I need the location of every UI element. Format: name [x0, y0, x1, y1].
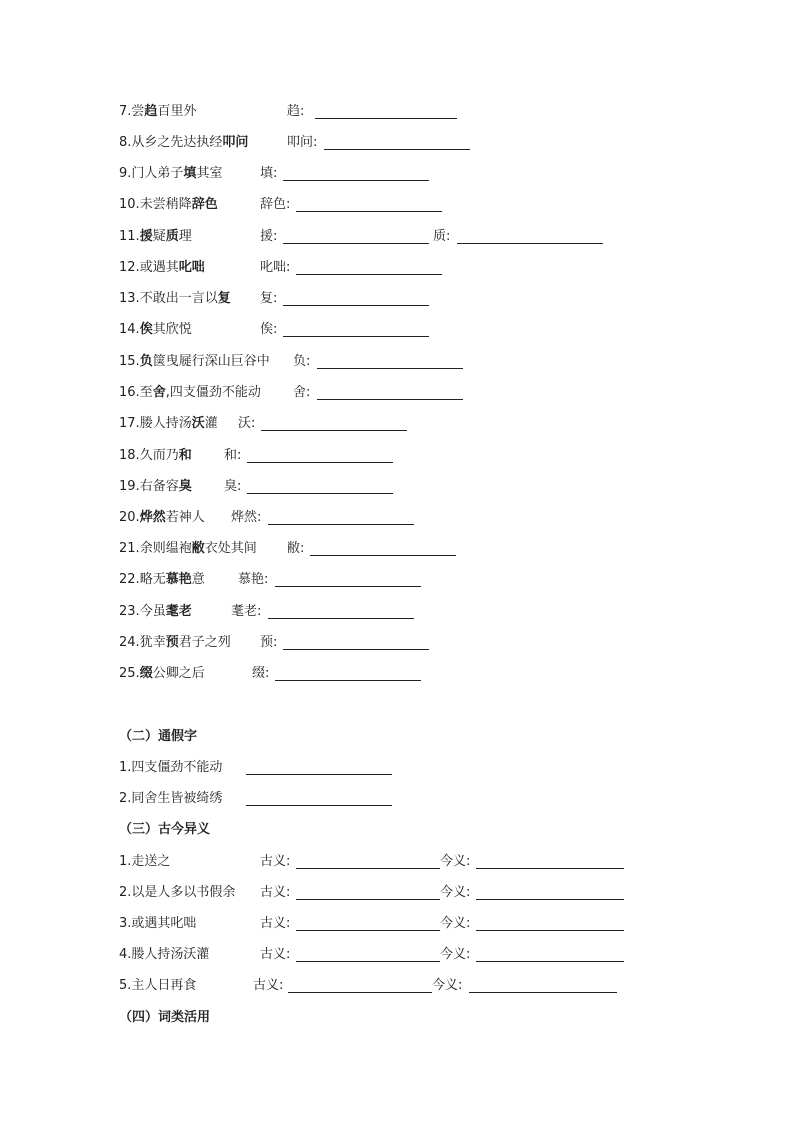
- item-number: 23.: [119, 604, 140, 619]
- new-meaning-blank[interactable]: [476, 916, 624, 931]
- answer-label: 预:: [260, 635, 278, 650]
- item-text: 略无: [139, 572, 166, 587]
- item-keyword: 辞色: [191, 197, 218, 212]
- item-keyword: 和: [178, 448, 192, 463]
- item-text: 其室: [196, 166, 223, 181]
- new-meaning-blank[interactable]: [476, 885, 624, 900]
- new-meaning-label: 今义:: [440, 854, 471, 869]
- answer-label: 耄老:: [231, 604, 262, 619]
- answer-blank[interactable]: [283, 635, 429, 650]
- item-text: 1.走送之: [119, 854, 171, 869]
- section-heading: （四）词类活用: [119, 1010, 211, 1025]
- answer-blank[interactable]: [315, 104, 457, 119]
- new-meaning-blank[interactable]: [469, 978, 617, 993]
- new-meaning-label: 今义:: [440, 916, 471, 931]
- item-keyword: 俟: [139, 322, 153, 337]
- item-number: 8.: [119, 135, 132, 150]
- item-text: 1.四支僵劲不能动: [119, 760, 223, 775]
- item-keyword: 叱咄: [178, 260, 205, 275]
- item-text: 媵人持汤: [139, 416, 192, 431]
- list-item: [119, 602, 262, 622]
- item-number: 7.: [119, 104, 132, 119]
- item-number: 14.: [119, 322, 140, 337]
- answer-blank[interactable]: [261, 416, 407, 431]
- item-keyword: 叩问: [222, 135, 249, 150]
- list-item: [119, 102, 305, 122]
- answer-label: 慕艳:: [238, 572, 269, 587]
- item-number: 11.: [119, 229, 140, 244]
- answer-blank[interactable]: [296, 197, 442, 212]
- answer-label: 辞色:: [260, 197, 291, 212]
- section-heading: （二）通假字: [119, 729, 198, 744]
- answer-blank[interactable]: [310, 541, 456, 556]
- answer-label: 舍:: [293, 385, 311, 400]
- answer-blank[interactable]: [268, 604, 414, 619]
- answer-blank[interactable]: [317, 385, 463, 400]
- answer-blank[interactable]: [246, 760, 392, 775]
- item-number: 18.: [119, 448, 140, 463]
- answer-label: 复:: [260, 291, 278, 306]
- list-item: [119, 852, 471, 872]
- old-meaning-blank[interactable]: [296, 947, 440, 962]
- answer-blank[interactable]: [457, 229, 603, 244]
- item-number: 24.: [119, 635, 140, 650]
- old-meaning-label: 古义:: [260, 854, 291, 869]
- list-item: [119, 945, 471, 965]
- list-item: [119, 383, 311, 403]
- item-keyword: 臭: [178, 479, 192, 494]
- answer-label: 填:: [260, 166, 278, 181]
- list-item: [119, 289, 278, 309]
- answer-label: 和:: [224, 448, 242, 463]
- list-item: [119, 477, 242, 497]
- answer-blank[interactable]: [283, 291, 429, 306]
- list-item: [119, 258, 291, 278]
- item-number: 13.: [119, 291, 140, 306]
- answer-label: 缀:: [252, 666, 270, 681]
- answer-label: 质:: [433, 229, 451, 244]
- item-keyword: 质: [165, 229, 179, 244]
- item-text: 犹幸: [139, 635, 166, 650]
- item-keyword: 填: [183, 166, 197, 181]
- item-number: 12.: [119, 260, 140, 275]
- answer-label: 沃:: [238, 416, 256, 431]
- item-text: 余则缊袍: [139, 541, 192, 556]
- old-meaning-blank[interactable]: [296, 885, 440, 900]
- answer-label: 叱咄:: [260, 260, 291, 275]
- list-item: [119, 414, 256, 434]
- list-item: [119, 446, 242, 466]
- answer-label: 臭:: [224, 479, 242, 494]
- answer-blank[interactable]: [275, 572, 421, 587]
- old-meaning-label: 古义:: [260, 916, 291, 931]
- item-text: 右备容: [139, 479, 179, 494]
- item-keyword: 敝: [191, 541, 205, 556]
- list-item: [119, 508, 262, 528]
- new-meaning-label: 今义:: [432, 978, 463, 993]
- answer-blank[interactable]: [317, 354, 463, 369]
- item-number: 15.: [119, 354, 140, 369]
- answer-blank[interactable]: [247, 448, 393, 463]
- item-number: 20.: [119, 510, 140, 525]
- item-text: 至: [139, 385, 153, 400]
- item-text: 百里外: [157, 104, 197, 119]
- item-number: 21.: [119, 541, 140, 556]
- item-text: 箧曳屣行深山巨谷中: [152, 354, 270, 369]
- item-number: 16.: [119, 385, 140, 400]
- list-item: [119, 914, 471, 934]
- list-item: [119, 539, 305, 559]
- item-keyword: 耄老: [165, 604, 192, 619]
- old-meaning-blank[interactable]: [296, 916, 440, 931]
- item-text: ,四支僵劲不能动: [165, 385, 261, 400]
- item-text: 未尝稍降: [139, 197, 192, 212]
- list-item: [119, 883, 471, 903]
- answer-label: 趋:: [287, 104, 305, 119]
- answer-label: 烨然:: [231, 510, 262, 525]
- item-keyword: 慕艳: [165, 572, 192, 587]
- item-keyword: 援: [139, 229, 153, 244]
- new-meaning-blank[interactable]: [476, 854, 624, 869]
- answer-label: 叩问:: [287, 135, 318, 150]
- item-text: 疑: [152, 229, 166, 244]
- item-text: 门人弟子: [131, 166, 184, 181]
- item-keyword: 趋: [144, 104, 158, 119]
- item-text: 今虽: [139, 604, 166, 619]
- answer-label: 敝:: [287, 541, 305, 556]
- answer-blank[interactable]: [296, 260, 442, 275]
- answer-blank[interactable]: [268, 510, 414, 525]
- item-text: 不敢出一言以: [139, 291, 218, 306]
- item-text: 灌: [204, 416, 218, 431]
- item-number: 19.: [119, 479, 140, 494]
- old-meaning-blank[interactable]: [296, 854, 440, 869]
- item-number: 9.: [119, 166, 132, 181]
- answer-blank[interactable]: [275, 666, 421, 681]
- answer-blank[interactable]: [283, 322, 429, 337]
- list-item: [119, 133, 318, 153]
- item-keyword: 舍: [152, 385, 166, 400]
- item-number: 25.: [119, 666, 140, 681]
- item-text: 意: [191, 572, 205, 587]
- answer-label: 负:: [293, 354, 311, 369]
- item-text: 2.同舍生皆被绮绣: [119, 791, 223, 806]
- item-text: 久而乃: [139, 448, 179, 463]
- item-text: 4.媵人持汤沃灌: [119, 947, 210, 962]
- new-meaning-label: 今义:: [440, 885, 471, 900]
- item-keyword: 负: [139, 354, 153, 369]
- answer-label: 援:: [260, 229, 278, 244]
- list-item: [119, 570, 269, 590]
- item-keyword: 缀: [139, 666, 153, 681]
- list-item: [119, 976, 463, 996]
- new-meaning-blank[interactable]: [476, 947, 624, 962]
- answer-blank[interactable]: [246, 791, 392, 806]
- item-text: 君子之列: [178, 635, 231, 650]
- item-text: 2.以是人多以书假余: [119, 885, 236, 900]
- list-item: [119, 664, 270, 684]
- item-text: 从乡之先达执经: [131, 135, 223, 150]
- item-keyword: 复: [217, 291, 231, 306]
- item-text: 尝: [131, 104, 145, 119]
- item-text: 其欣悦: [152, 322, 192, 337]
- answer-blank[interactable]: [324, 135, 470, 150]
- item-keyword: 烨然: [139, 510, 166, 525]
- item-text: 理: [178, 229, 192, 244]
- item-text: 若神人: [165, 510, 205, 525]
- item-keyword: 预: [165, 635, 179, 650]
- list-item: [119, 758, 222, 778]
- item-number: 10.: [119, 197, 140, 212]
- item-number: 17.: [119, 416, 140, 431]
- section-heading: （三）古今异义: [119, 822, 211, 837]
- item-text: 公卿之后: [152, 666, 205, 681]
- list-item: [119, 227, 451, 247]
- list-item: [119, 352, 311, 372]
- answer-blank[interactable]: [283, 229, 429, 244]
- item-number: 22.: [119, 572, 140, 587]
- list-item: [119, 320, 278, 340]
- list-item: [119, 789, 222, 809]
- item-text: 5.主人日再食: [119, 978, 197, 993]
- list-item: [119, 164, 278, 184]
- old-meaning-label: 古义:: [260, 947, 291, 962]
- item-text: 衣处其间: [204, 541, 257, 556]
- item-text: 或遇其: [139, 260, 179, 275]
- old-meaning-label: 古义:: [260, 885, 291, 900]
- answer-blank[interactable]: [247, 479, 393, 494]
- item-text: 3.或遇其叱咄: [119, 916, 197, 931]
- answer-blank[interactable]: [283, 166, 429, 181]
- list-item: [119, 633, 278, 653]
- new-meaning-label: 今义:: [440, 947, 471, 962]
- old-meaning-label: 古义:: [253, 978, 284, 993]
- answer-label: 俟:: [260, 322, 278, 337]
- item-keyword: 沃: [191, 416, 205, 431]
- old-meaning-blank[interactable]: [288, 978, 432, 993]
- list-item: [119, 195, 291, 215]
